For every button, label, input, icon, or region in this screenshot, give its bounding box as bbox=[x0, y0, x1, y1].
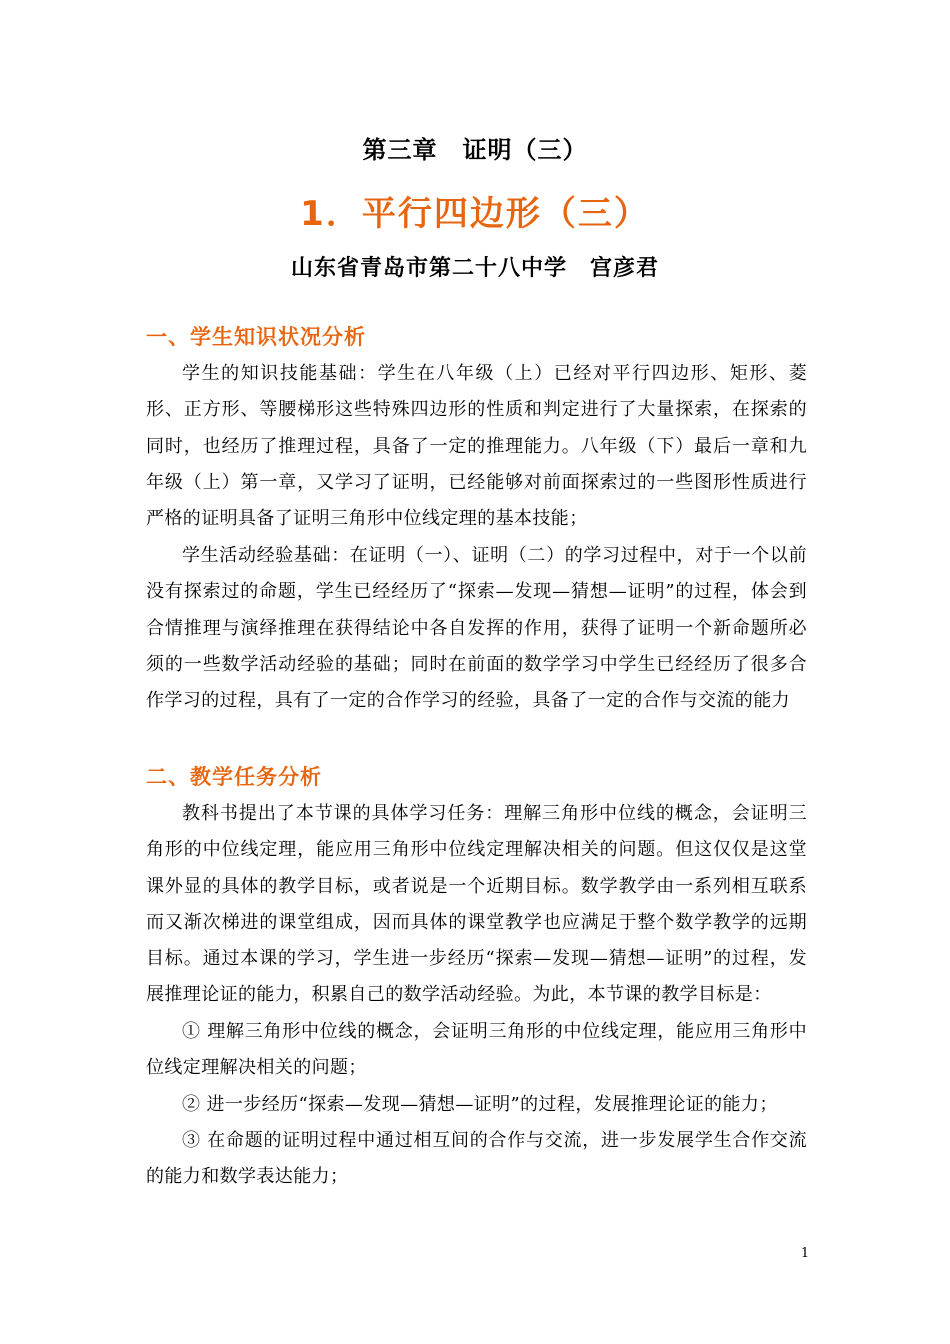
paragraph-activity-experience: 学生活动经验基础：在证明（一）、证明（二）的学习过程中，对于一个以前没有探索过的命题，学生已经经历了“探索—发现—猜想—证明”的过程，体会到合情推理与演绎推理在获得结论中各自发挥的作用，获得了证明一个新命题所必须的一些数学活动经验的基础；同时在前面的数学学习中学生已经经历了很多合作学习的过程，具有了一定的合作学习的经验，具备了一定的合作与交流的能力 bbox=[146, 545, 807, 712]
paragraph-knowledge-basis: 学生的知识技能基础：学生在八年级（上）已经对平行四边形、矩形、菱形、正方形、等腰梯形这些特殊四边形的性质和判定进行了大量探索，在探索的同时，也经历了推理过程，具备了一定的推理能力。八年级（下）最后一章和九年级（上）第一章，又学习了证明，已经能够对前面探索过的一些图形性质进行严格的证明具备了证明三角形中位线定理的基本技能； bbox=[146, 363, 807, 530]
goal-item-2: ② 进一步经历“探索—发现—猜想—证明”的过程，发展推理论证的能力； bbox=[182, 1094, 778, 1115]
goal-item-1: ① 理解三角形中位线的概念，会证明三角形的中位线定理，能应用三角形中位线定理解决相关的问题； bbox=[146, 1021, 807, 1079]
page-number: 1 bbox=[800, 1246, 810, 1261]
author-line: 山东省青岛市第二十八中学 宫彦君 bbox=[290, 256, 659, 281]
goal-item-3: ③ 在命题的证明过程中通过相互间的合作与交流，进一步发展学生合作交流的能力和数学表达能力； bbox=[146, 1130, 807, 1188]
section-heading-student-analysis: 一、学生知识状况分析 bbox=[146, 325, 366, 349]
section-heading-task-analysis: 二、教学任务分析 bbox=[146, 765, 322, 789]
paragraph-task-overview: 教科书提出了本节课的具体学习任务：理解三角形中位线的概念，会证明三角形的中位线定理，能应用三角形中位线定理解决相关的问题。但这仅仅是这堂课外显的具体的教学目标，或者说是一个近期目标。数学教学由一系列相互联系而又渐次梯进的课堂组成，因而具体的课堂教学也应满足于整个数学教学的远期目标。通过本课的学习，学生进一步经历“探索—发现—猜想—证明”的过程，发展推理论证的能力，积累自己的数学活动经验。为此，本节课的教学目标是： bbox=[146, 803, 807, 1006]
lesson-title: 1．平行四边形（三） bbox=[300, 194, 650, 234]
chapter-title: 第三章 证明（三） bbox=[362, 136, 588, 164]
